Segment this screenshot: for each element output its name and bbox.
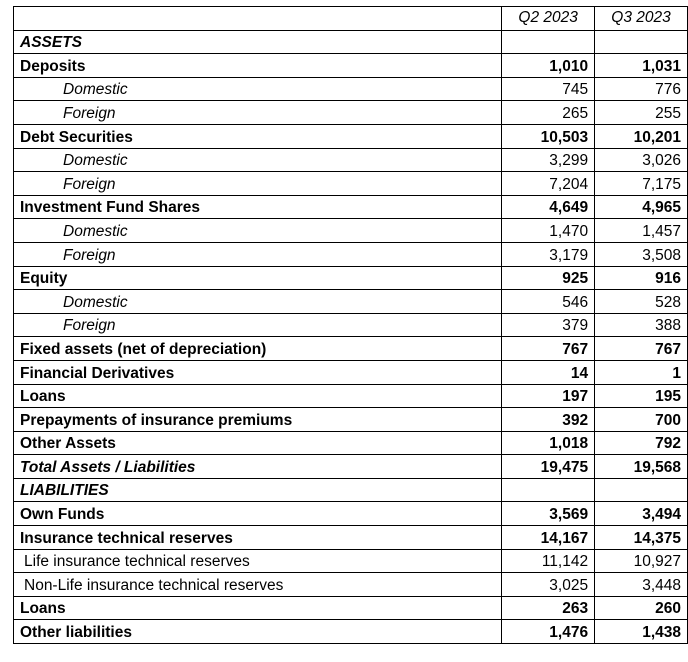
row-label: Deposits [14,54,502,78]
section-row-assets [14,30,688,54]
value-q3: 3,448 [595,573,688,597]
header-row [14,7,688,31]
section-row-liabilities [14,478,688,502]
header-blank-cell [14,7,502,31]
balance-sheet-table [13,6,688,644]
table-row-total [14,455,688,479]
value-q2: 392 [502,408,595,432]
row-label: Loans [14,596,502,620]
table-row-debt-securities [14,124,688,148]
value-q2: 197 [502,384,595,408]
row-label: Insurance technical reserves [14,526,502,550]
table-row-deposits-foreign [14,101,688,125]
row-label: Non-Life insurance technical reserves [14,573,502,597]
value-q2: 19,475 [502,455,595,479]
value-q3: 10,927 [595,549,688,573]
table-row-investment-fund-shares-domestic [14,219,688,243]
table-row-debt-securities-domestic [14,148,688,172]
value-q3 [595,478,688,502]
value-q3: 4,965 [595,195,688,219]
table-row-equity-foreign [14,313,688,337]
value-q3: 776 [595,77,688,101]
value-q3: 1,457 [595,219,688,243]
row-label: Domestic [14,77,502,101]
value-q2: 4,649 [502,195,595,219]
value-q3: 916 [595,266,688,290]
value-q3: 528 [595,290,688,314]
value-q3: 1,438 [595,620,688,644]
column-header-q3: Q3 2023 [595,7,688,31]
value-q2: 7,204 [502,172,595,196]
value-q3: 195 [595,384,688,408]
row-label: Life insurance technical reserves [14,549,502,573]
table-row-loans-assets [14,384,688,408]
value-q3: 767 [595,337,688,361]
value-q3: 1,031 [595,54,688,78]
value-q2: 767 [502,337,595,361]
value-q2: 745 [502,77,595,101]
row-label: Domestic [14,148,502,172]
value-q2 [502,30,595,54]
column-header-q2: Q2 2023 [502,7,595,31]
table-row-investment-fund-shares-foreign [14,242,688,266]
value-q2: 3,025 [502,573,595,597]
value-q3: 19,568 [595,455,688,479]
row-label: Foreign [14,242,502,266]
value-q2: 1,476 [502,620,595,644]
value-q2: 3,299 [502,148,595,172]
row-label: Fixed assets (net of depreciation) [14,337,502,361]
table-row-other-assets [14,431,688,455]
table-row-nonlife-reserves [14,573,688,597]
value-q2: 14 [502,360,595,384]
value-q3: 3,494 [595,502,688,526]
value-q2 [502,478,595,502]
row-label: Foreign [14,172,502,196]
value-q2: 925 [502,266,595,290]
value-q2: 379 [502,313,595,337]
row-label: ASSETS [14,30,502,54]
row-label: Debt Securities [14,124,502,148]
table-row-fixed-assets [14,337,688,361]
row-label: Loans [14,384,502,408]
value-q3: 388 [595,313,688,337]
table-row-other-liabilities [14,620,688,644]
value-q2: 546 [502,290,595,314]
value-q3: 700 [595,408,688,432]
table-row-life-reserves [14,549,688,573]
row-label: LIABILITIES [14,478,502,502]
table-row-equity [14,266,688,290]
value-q3: 792 [595,431,688,455]
row-label: Total Assets / Liabilities [14,455,502,479]
table-row-investment-fund-shares [14,195,688,219]
table-row-deposits-domestic [14,77,688,101]
value-q3: 7,175 [595,172,688,196]
table-row-prepayments [14,408,688,432]
value-q2: 1,010 [502,54,595,78]
row-label: Other liabilities [14,620,502,644]
row-label: Investment Fund Shares [14,195,502,219]
value-q2: 265 [502,101,595,125]
balance-sheet-container [13,6,688,644]
value-q2: 11,142 [502,549,595,573]
table-row-own-funds [14,502,688,526]
row-label: Own Funds [14,502,502,526]
table-row-deposits [14,54,688,78]
row-label: Foreign [14,101,502,125]
value-q3: 1 [595,360,688,384]
value-q2: 3,179 [502,242,595,266]
table-row-insurance-technical-reserves [14,526,688,550]
table-row-financial-derivatives [14,360,688,384]
table-row-debt-securities-foreign [14,172,688,196]
value-q2: 263 [502,596,595,620]
value-q2: 3,569 [502,502,595,526]
row-label: Other Assets [14,431,502,455]
value-q3: 14,375 [595,526,688,550]
value-q3: 3,508 [595,242,688,266]
row-label: Equity [14,266,502,290]
value-q3: 10,201 [595,124,688,148]
value-q3 [595,30,688,54]
value-q3: 260 [595,596,688,620]
row-label: Foreign [14,313,502,337]
value-q2: 14,167 [502,526,595,550]
row-label: Domestic [14,219,502,243]
value-q2: 1,018 [502,431,595,455]
value-q2: 1,470 [502,219,595,243]
value-q3: 3,026 [595,148,688,172]
value-q3: 255 [595,101,688,125]
value-q2: 10,503 [502,124,595,148]
table-row-equity-domestic [14,290,688,314]
row-label: Domestic [14,290,502,314]
table-row-loans-liabilities [14,596,688,620]
row-label: Prepayments of insurance premiums [14,408,502,432]
row-label: Financial Derivatives [14,360,502,384]
